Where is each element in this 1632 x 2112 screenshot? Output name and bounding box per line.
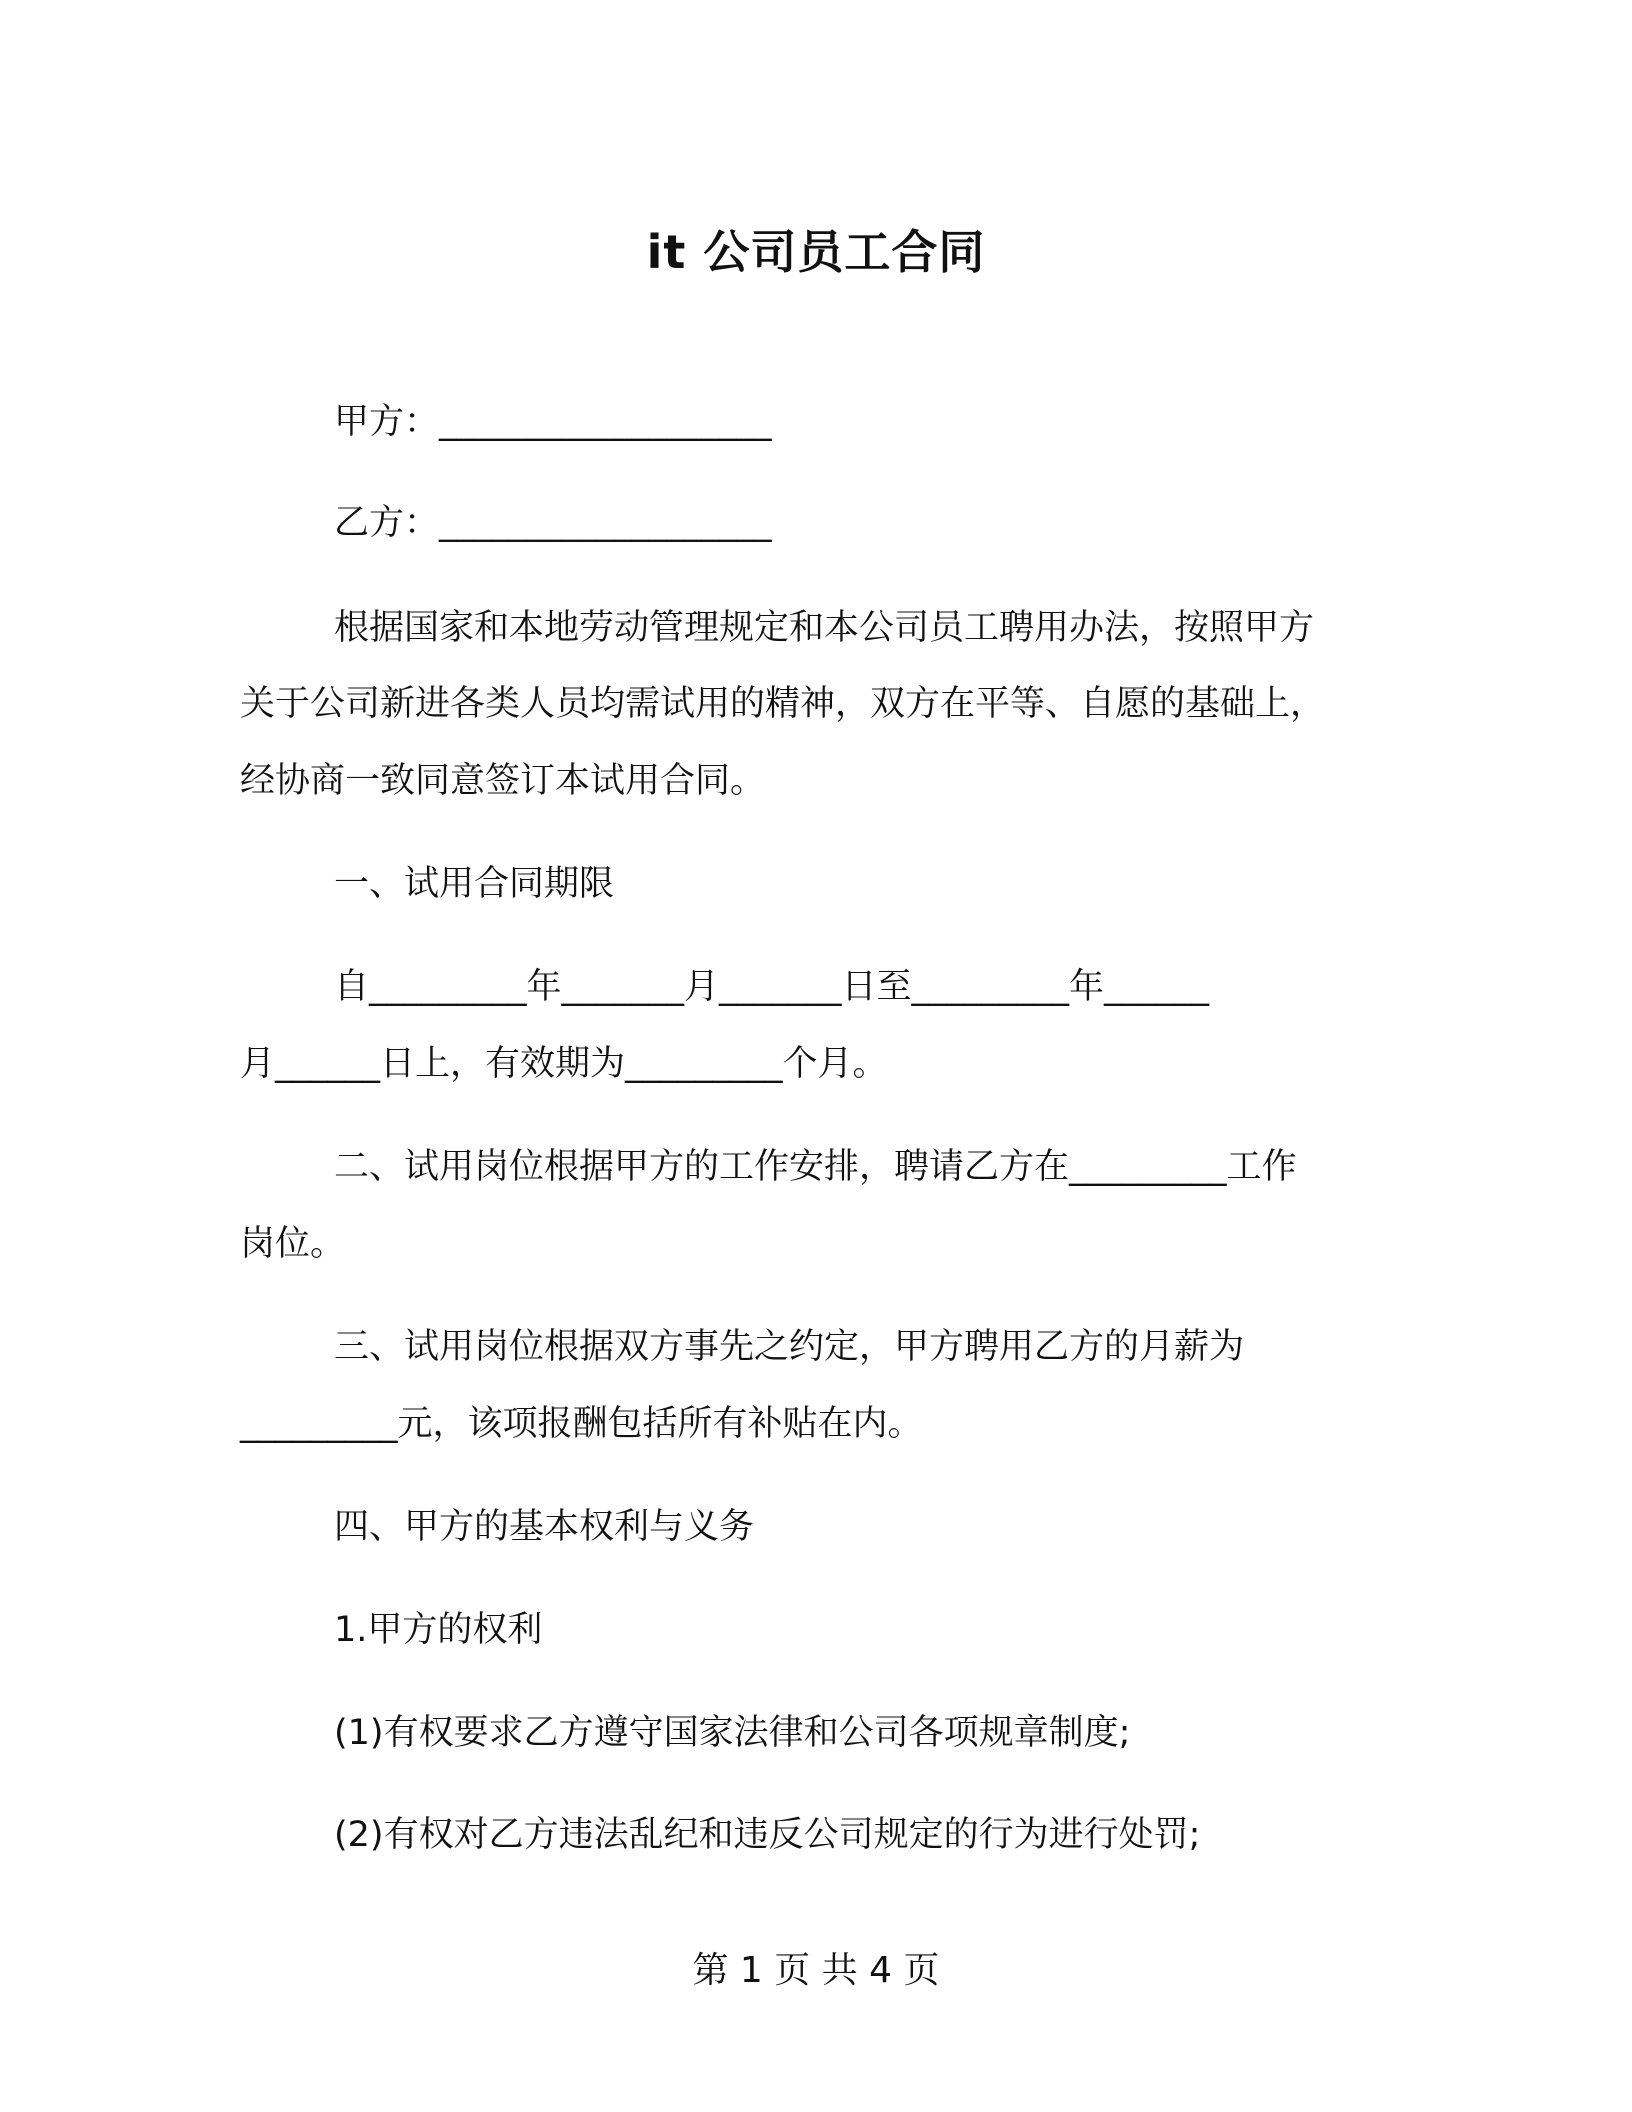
page-indicator: 第 1 页 共 4 页 <box>692 1950 940 1991</box>
section-2-line-1: 二、试用岗位根据甲方的工作安排，聘请乙方在_________工作 <box>334 1147 1297 1187</box>
intro-line-1: 根据国家和本地劳动管理规定和本公司员工聘用办法，按照甲方 <box>334 608 1315 648</box>
party-a-line: 甲方：___________________ <box>334 402 772 442</box>
section-1-heading: 一、试用合同期限 <box>334 864 615 904</box>
section-4-heading: 四、甲方的基本权利与义务 <box>334 1507 755 1547</box>
intro-line-2: 关于公司新进各类人员均需试用的精神，双方在平等、自愿的基础上， <box>240 684 1326 724</box>
rights-item-2: (2)有权对乙方违法乱纪和违反公司规定的行为进行处罚; <box>334 1815 1201 1855</box>
section-1-body-line-1: 自_________年_______月_______日至_________年______ <box>334 967 1210 1007</box>
subsection-1-heading: 1.甲方的权利 <box>334 1610 543 1650</box>
section-3-line-1: 三、试用岗位根据双方事先之约定，甲方聘用乙方的月薪为 <box>334 1327 1245 1367</box>
document-title: it 公司员工合同 <box>646 225 986 279</box>
section-1-body-line-2: 月______日上，有效期为_________个月。 <box>240 1044 888 1084</box>
party-b-line: 乙方：___________________ <box>334 503 772 543</box>
rights-item-1: (1)有权要求乙方遵守国家法律和公司各项规章制度; <box>334 1713 1131 1753</box>
section-2-line-2: 岗位。 <box>240 1224 346 1264</box>
section-3-line-2: _________元，该项报酬包括所有补贴在内。 <box>240 1404 923 1444</box>
intro-line-3: 经协商一致同意签订本试用合同。 <box>240 761 766 801</box>
